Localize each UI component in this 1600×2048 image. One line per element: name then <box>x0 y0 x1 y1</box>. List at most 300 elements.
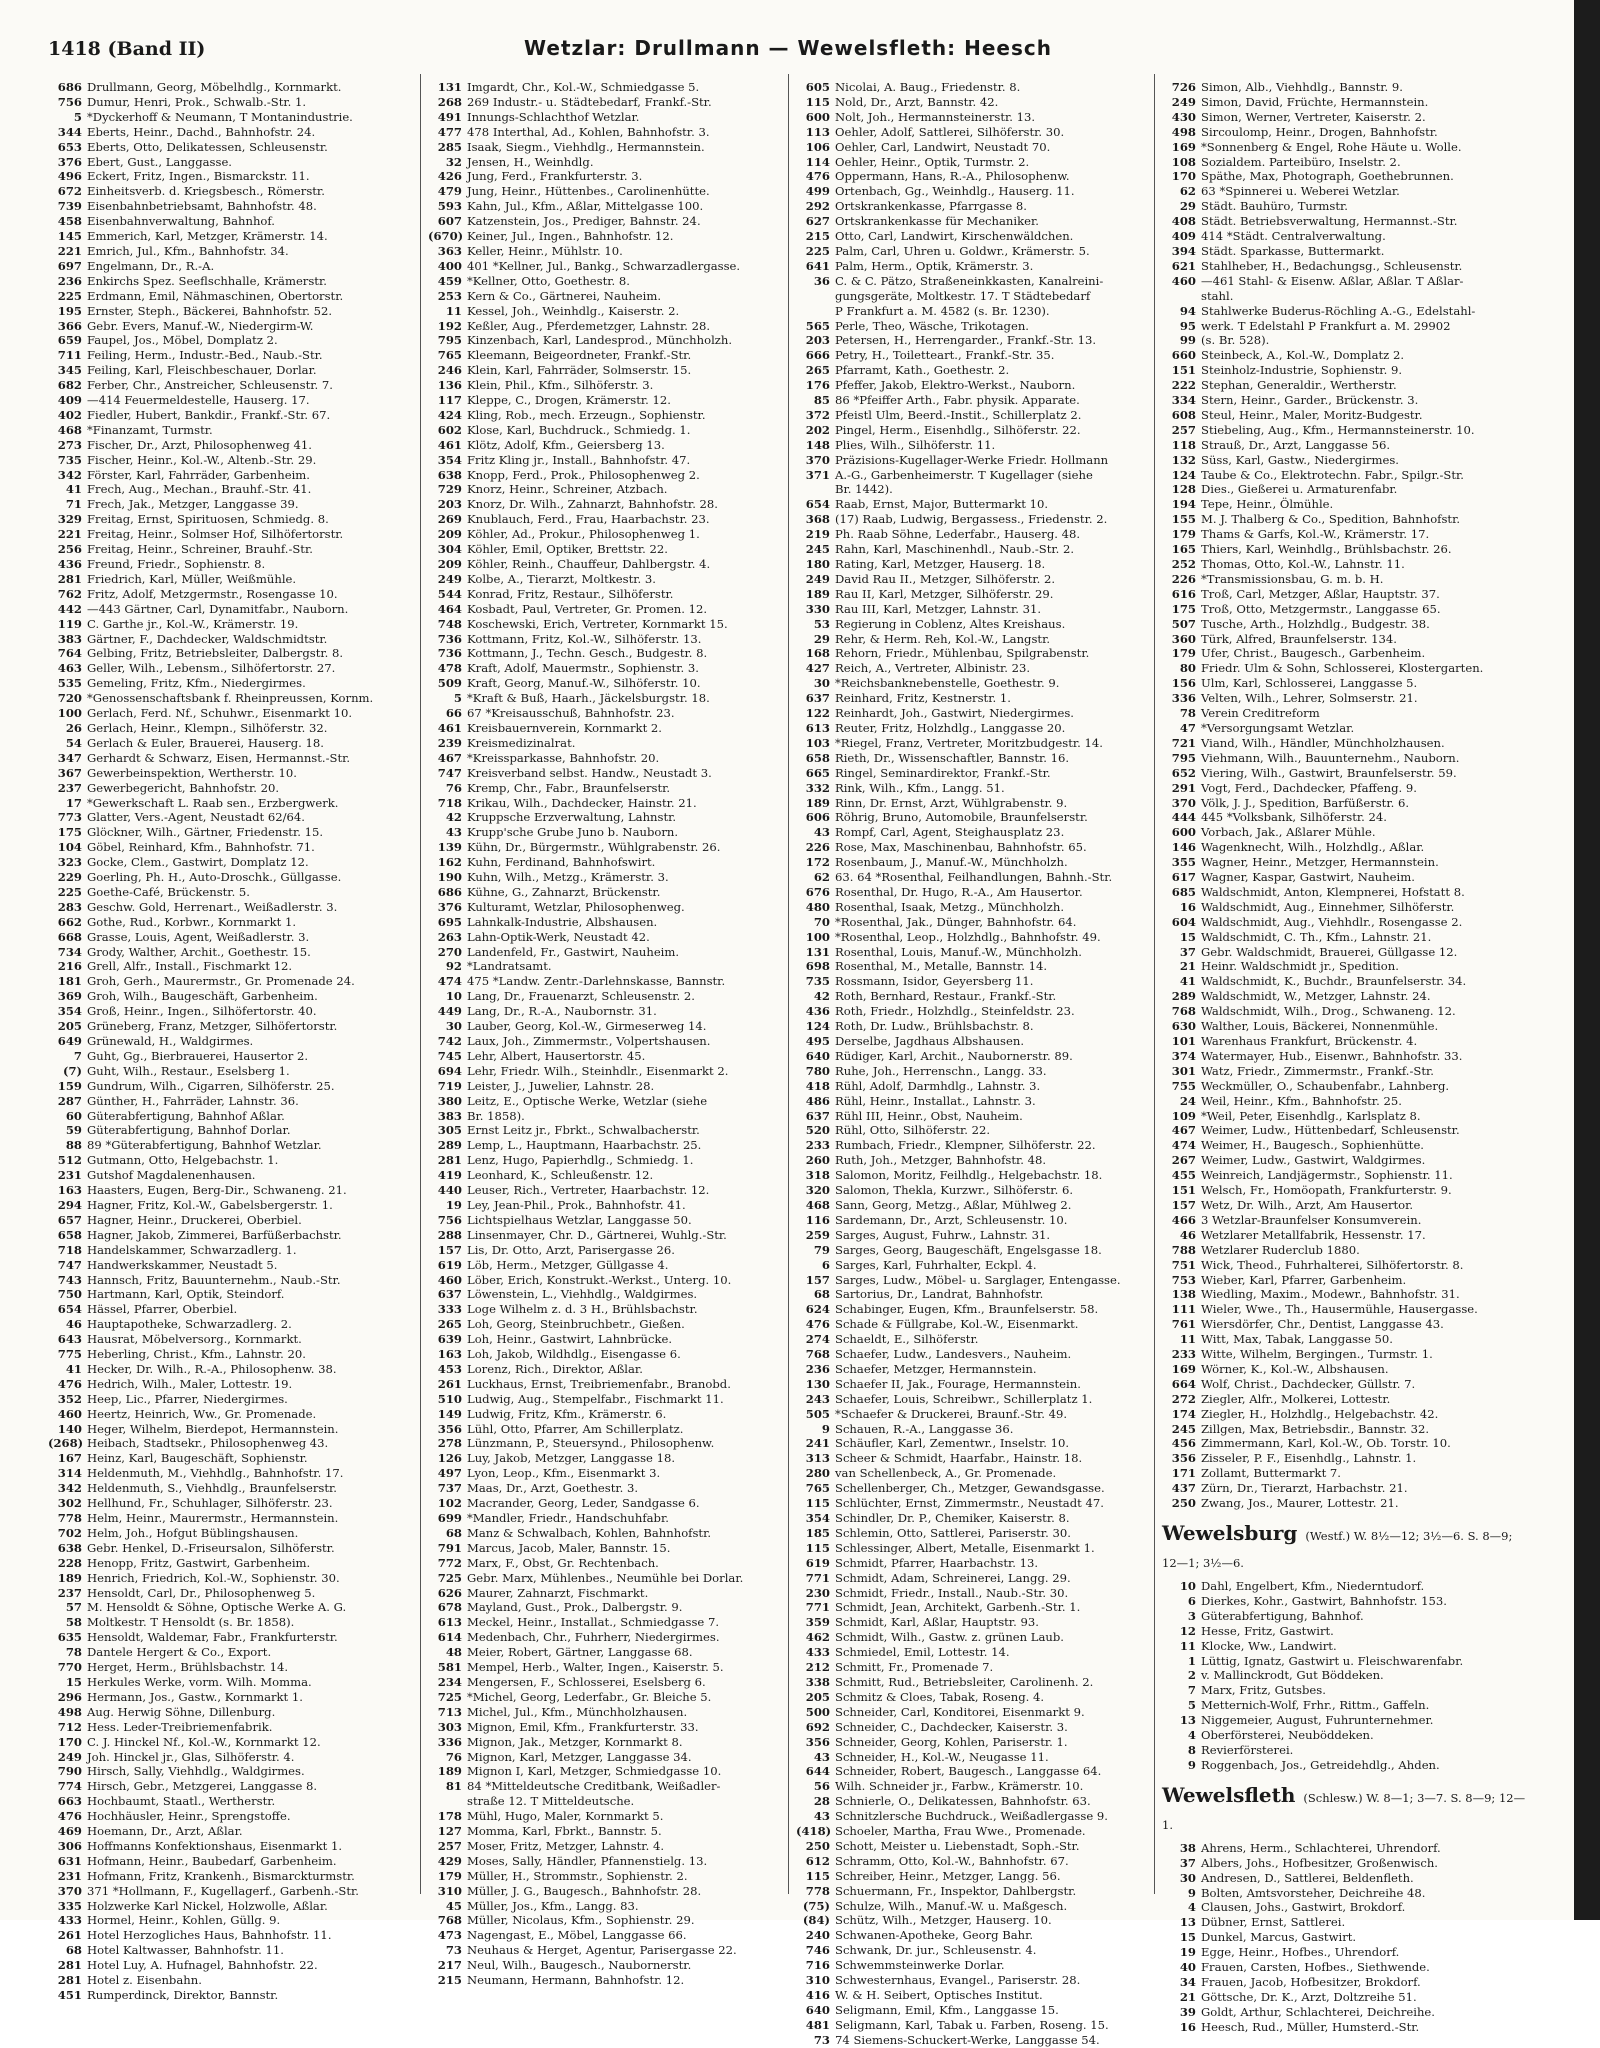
directory-entry <box>48 1034 416 1049</box>
directory-entry <box>1162 989 1530 1004</box>
scan-edge <box>1574 0 1600 1920</box>
phone-number: 565 <box>805 318 830 333</box>
entry-text: *Schaefer & Druckerei, Braunf.-Str. 49. <box>835 1406 1068 1421</box>
phone-number: 630 <box>1171 1019 1196 1034</box>
entry-text: 3 Wetzlar-Braunfelser Konsumverein. <box>1201 1212 1422 1227</box>
entry-text: (s. Br. 528). <box>1201 333 1270 348</box>
entry-text: Hartmann, Karl, Optik, Steindorf. <box>87 1287 285 1302</box>
phone-number: 665 <box>805 765 830 780</box>
phone-number: 289 <box>437 1138 462 1153</box>
phone-number: 79 <box>813 1242 830 1257</box>
entry-text: Weimer, Ludw., Gastwirt, Waldgirmes. <box>1201 1153 1426 1168</box>
phone-number: 157 <box>805 1272 830 1287</box>
phone-number: 698 <box>805 959 830 974</box>
phone-number: 9 <box>821 1421 830 1436</box>
entry-text: Rahn, Karl, Maschinenhdl., Naub.-Str. 2. <box>835 542 1075 557</box>
directory-entry <box>428 319 796 334</box>
phone-number: 768 <box>805 1347 830 1362</box>
entry-text: straße 12. T Mitteldeutsche. <box>467 1794 635 1809</box>
directory-entry <box>796 274 1164 289</box>
directory-entry <box>1162 766 1530 781</box>
directory-entry <box>48 691 416 706</box>
entry-text: Heibach, Stadtsekr., Philosophenweg 43. <box>87 1436 329 1451</box>
entry-text: Knublauch, Ferd., Frau, Haarbachstr. 23. <box>467 512 710 527</box>
phone-number: 333 <box>437 1302 462 1317</box>
entry-text: Ziegler, Alfr., Molkerei, Lottestr. <box>1201 1391 1391 1406</box>
directory-entry <box>1162 155 1530 170</box>
directory-entry <box>1162 1609 1530 1624</box>
entry-text: Frech, Jak., Metzger, Langgasse 39. <box>87 497 299 512</box>
phone-number: 101 <box>1171 1034 1196 1048</box>
phone-number: 236 <box>805 1361 830 1376</box>
directory-entry <box>428 1824 796 1839</box>
directory-entry <box>428 1615 796 1630</box>
directory-entry <box>48 1392 416 1407</box>
directory-entry <box>428 1094 796 1109</box>
directory-entry <box>1162 1332 1530 1347</box>
entry-text: Knorz, Heinr., Schreiner, Atzbach. <box>467 482 668 497</box>
phone-number: 639 <box>437 1332 462 1347</box>
directory-entry <box>796 751 1164 766</box>
entry-text: Müller, H., Strommstr., Sophienstr. 2. <box>467 1868 688 1883</box>
phone-number: 336 <box>1171 691 1196 706</box>
phone-number: 370 <box>57 1883 82 1898</box>
phone-number: 175 <box>57 825 82 840</box>
phone-number: 509 <box>437 676 462 691</box>
entry-text: Klose, Karl, Buchdruck., Schmiedg. 1. <box>467 422 691 437</box>
directory-entry <box>428 244 796 259</box>
directory-entry <box>1162 1945 1530 1960</box>
directory-entry <box>428 169 796 184</box>
entry-text: Rosenthal, Louis, Manuf.-W., Münchholzh. <box>835 944 1082 959</box>
phone-number: 756 <box>437 1212 462 1227</box>
phone-number: 159 <box>57 1078 82 1093</box>
phone-number: 259 <box>805 1227 830 1242</box>
entry-text: Kinzenbach, Karl, Landesprod., Münchholzh. <box>467 333 733 348</box>
entry-text: Stephan, Generaldir., Wertherstr. <box>1201 378 1397 393</box>
directory-entry <box>796 80 1164 95</box>
phone-number: 216 <box>57 959 82 974</box>
phone-number: 219 <box>805 527 830 542</box>
entry-text: Kottmann, Fritz, Kol.-W., Silhöferstr. 13. <box>467 631 702 646</box>
directory-entry <box>796 2003 1164 2018</box>
directory-entry <box>428 632 796 647</box>
directory-entry <box>48 1750 416 1765</box>
entry-text: Hauptapotheke, Schwarzadlerg. 2. <box>87 1317 292 1332</box>
directory-entry <box>428 1511 796 1526</box>
phone-number: 36 <box>813 273 830 288</box>
phone-number: 600 <box>1171 825 1196 840</box>
phone-number: 376 <box>437 899 462 914</box>
directory-entry <box>796 1779 1164 1794</box>
phone-number: 751 <box>1171 1257 1196 1272</box>
directory-entry <box>428 542 796 557</box>
directory-entry <box>1162 1654 1530 1669</box>
entry-text: Schmiedel, Emil, Lottestr. 14. <box>835 1645 1010 1660</box>
directory-entry <box>48 1287 416 1302</box>
phone-number: 427 <box>805 661 830 676</box>
entry-text: 74 Siemens-Schuckert-Werke, Langgasse 54. <box>835 2032 1100 2047</box>
phone-number: 252 <box>1171 557 1196 571</box>
directory-entry <box>796 736 1164 751</box>
entry-text: 269 Industr.- u. Städtebedarf, Frankf.-Str. <box>467 94 712 109</box>
entry-text: Watz, Friedr., Zimmermstr., Frankf.-Str. <box>1201 1063 1434 1078</box>
phone-number: 116 <box>805 1212 830 1227</box>
phone-number: 765 <box>805 1481 830 1496</box>
directory-entry <box>796 676 1164 691</box>
phone-number: 449 <box>437 1004 462 1019</box>
directory-entry <box>428 393 796 408</box>
entry-text: Faupel, Jos., Möbel, Domplatz 2. <box>87 333 278 348</box>
directory-entry <box>48 1317 416 1332</box>
phone-number: 461 <box>437 720 462 735</box>
phone-number: 520 <box>805 1123 830 1138</box>
phone-number: 718 <box>57 1242 82 1257</box>
entry-text: Waldschmidt, C. Th., Kfm., Lahnstr. 21. <box>1201 929 1432 944</box>
phone-number: 498 <box>57 1704 82 1719</box>
phone-number: 195 <box>57 303 82 318</box>
directory-entry <box>48 1213 416 1228</box>
entry-text: Emrich, Jul., Kfm., Bahnhofstr. 34. <box>87 243 289 258</box>
entry-text: Groß, Heinr., Ingen., Silhöfertorstr. 40. <box>87 1004 317 1019</box>
entry-text: Ludwig, Aug., Stempelfabr., Fischmarkt 11. <box>467 1391 724 1406</box>
phone-number: 433 <box>57 1913 82 1928</box>
phone-number: 467 <box>437 750 462 765</box>
phone-number: 274 <box>805 1332 830 1347</box>
phone-number: 695 <box>437 914 462 929</box>
phone-number: 444 <box>1171 810 1196 825</box>
directory-entry <box>428 1675 796 1690</box>
entry-text: Perle, Theo, Wäsche, Trikotagen. <box>835 318 1029 333</box>
entry-text: Lünzmann, P., Steuersynd., Philosophenw. <box>467 1436 715 1451</box>
entry-text: Ferber, Chr., Anstreicher, Schleusenstr. 7. <box>87 378 333 393</box>
directory-entry <box>48 661 416 676</box>
entry-text: M. J. Thalberg & Co., Spedition, Bahnhofstr. <box>1201 512 1461 527</box>
phone-number: 12 <box>1179 1623 1196 1638</box>
phone-number: 660 <box>1171 348 1196 363</box>
entry-text: Marcus, Jacob, Maler, Bannstr. 15. <box>467 1540 671 1555</box>
phone-number: 762 <box>57 586 82 601</box>
entry-text: Kessel, Joh., Weinhdlg., Kaiserstr. 2. <box>467 303 680 318</box>
phone-number: 621 <box>1171 258 1196 273</box>
phone-number: 113 <box>805 124 830 139</box>
entry-text: 63. 64 *Rosenthal, Feilhandlungen, Bahnh.-Str. <box>835 870 1113 885</box>
entry-text: Pingel, Herm., Eisenhdlg., Silhöferstr. 22. <box>835 422 1081 437</box>
directory-entry <box>796 1660 1164 1675</box>
entry-text: Hess. Leder-Treibriemenfabrik. <box>87 1719 273 1734</box>
phone-number: 535 <box>57 676 82 691</box>
phone-number: 356 <box>437 1421 462 1436</box>
entry-text: Landenfeld, Fr., Gastwirt, Nauheim. <box>467 944 680 959</box>
directory-entry <box>428 646 796 661</box>
directory-entry <box>48 646 416 661</box>
phone-number: 788 <box>1171 1242 1196 1257</box>
phone-number: 725 <box>437 1570 462 1585</box>
directory-entry <box>428 796 796 811</box>
directory-entry <box>48 1377 416 1392</box>
directory-entry <box>428 1973 796 1988</box>
directory-entry <box>428 1213 796 1228</box>
directory-entry <box>796 378 1164 393</box>
directory-entry <box>48 95 416 110</box>
entry-text: Handwerkskammer, Neustadt 5. <box>87 1257 278 1272</box>
directory-entry <box>796 930 1164 945</box>
phone-number: 330 <box>805 601 830 616</box>
phone-number: 68 <box>65 1943 82 1958</box>
phone-number: 56 <box>813 1779 830 1794</box>
directory-entry <box>1162 646 1530 661</box>
entry-text: Schlemin, Otto, Sattlerei, Pariserstr. 30. <box>835 1525 1071 1540</box>
entry-text: Gebr. Henkel, D.-Friseursalon, Silhöferstr. <box>87 1540 335 1555</box>
phone-number: 273 <box>57 437 82 452</box>
entry-text: Loh, Georg, Steinbruchbetr., Gießen. <box>467 1317 685 1332</box>
directory-entry <box>428 691 796 706</box>
phone-number: 30 <box>1179 1870 1196 1885</box>
entry-text: Br. 1442). <box>835 482 893 497</box>
phone-number: 685 <box>1171 884 1196 899</box>
directory-entry <box>48 125 416 140</box>
directory-entry <box>796 661 1164 676</box>
directory-entry <box>48 229 416 244</box>
entry-text: —461 Stahl- & Eisenw. Aßlar, Aßlar. T Aßlar- <box>1201 273 1464 288</box>
directory-entry <box>428 259 796 274</box>
phone-number: 250 <box>805 1838 830 1853</box>
directory-entry <box>428 1928 796 1943</box>
phone-number: 654 <box>805 497 830 512</box>
entry-text: 475 *Landw. Zentr.-Darlehnskasse, Bannstr. <box>467 974 726 989</box>
entry-text: 89 *Güterabfertigung, Bahnhof Wetzlar. <box>87 1138 322 1153</box>
phone-number: 222 <box>1171 378 1196 393</box>
directory-entry <box>48 1004 416 1019</box>
phone-number: 203 <box>805 333 830 348</box>
phone-number: 6 <box>821 1257 830 1272</box>
directory-entry <box>428 1943 796 1958</box>
phone-number: 491 <box>437 109 462 124</box>
phone-number: 626 <box>437 1585 462 1600</box>
entry-text: Wörner, K., Kol.-W., Albshausen. <box>1201 1361 1389 1376</box>
phone-number: 10 <box>445 989 462 1004</box>
directory-column-3 <box>796 80 1164 2048</box>
entry-text: Joh. Hinckel jr., Glas, Silhöferstr. 4. <box>87 1749 295 1764</box>
entry-text: Gerlach, Ferd. Nf., Schuhwr., Eisenmarkt 10. <box>87 706 353 721</box>
directory-entry <box>1162 214 1530 229</box>
entry-text: Kleemann, Beigeordneter, Frankf.-Str. <box>467 348 692 363</box>
entry-text: Löb, Herm., Metzger, Güllgasse 4. <box>467 1257 669 1272</box>
phone-number: 318 <box>805 1168 830 1183</box>
entry-text: Geschw. Gold, Herrenart., Weißadlerstr. 3. <box>87 899 338 914</box>
entry-text: Hedrich, Wilh., Maler, Lottestr. 19. <box>87 1376 293 1391</box>
place-heading <box>1162 1783 1530 1837</box>
phone-number: 480 <box>805 899 830 914</box>
directory-entry <box>1162 1213 1530 1228</box>
directory-entry <box>1162 781 1530 796</box>
entry-text: Aug. Herwig Söhne, Dillenburg. <box>87 1704 276 1719</box>
directory-entry <box>48 110 416 125</box>
directory-entry <box>428 1645 796 1660</box>
entry-text: Konrad, Fritz, Restaur., Silhöferstr. <box>467 586 674 601</box>
directory-entry <box>1162 1743 1530 1758</box>
entry-text: 371 *Hollmann, F., Kugellagerf., Garbenh.-Str. <box>87 1883 359 1898</box>
phone-number: 440 <box>437 1183 462 1198</box>
entry-text: Klein, Phil., Kfm., Silhöferstr. 3. <box>467 378 654 393</box>
directory-entry <box>428 572 796 587</box>
phone-number: 41 <box>65 482 82 497</box>
phone-number: 185 <box>805 1525 830 1540</box>
entry-text: Ludwig, Fritz, Kfm., Krämerstr. 6. <box>467 1406 667 1421</box>
entry-text: Wetz, Dr. Wilh., Arzt, Am Hausertor. <box>1201 1197 1414 1212</box>
phone-number: 17 <box>65 795 82 810</box>
directory-entry <box>1162 1004 1530 1019</box>
entry-text: Wagenknecht, Wilh., Holzhdlg., Aßlar. <box>1201 840 1425 855</box>
phone-number: 292 <box>805 199 830 214</box>
phone-number: 461 <box>437 437 462 452</box>
directory-entry <box>48 1615 416 1630</box>
entry-text: Eisenbahnbetriebsamt, Bahnhofstr. 48. <box>87 199 317 214</box>
directory-entry <box>1162 1273 1530 1288</box>
entry-text: Simon, Alb., Viehhdlg., Bannstr. 9. <box>1201 80 1403 94</box>
phone-number: 750 <box>57 1287 82 1302</box>
entry-text: Müller, Nicolaus, Kfm., Sophienstr. 29. <box>467 1913 695 1928</box>
entry-text: Steul, Heinr., Maler, Moritz-Budgestr. <box>1201 407 1423 422</box>
entry-text: Rosenthal, M., Metalle, Bannstr. 14. <box>835 959 1048 974</box>
phone-number: 16 <box>1179 899 1196 914</box>
entry-text: Oehler, Carl, Landwirt, Neustadt 70. <box>835 139 1051 154</box>
entry-text: Kühne, G., Zahnarzt, Brückenstr. <box>467 884 661 899</box>
directory-entry <box>796 766 1164 781</box>
phone-number: 13 <box>1179 1713 1196 1728</box>
phone-number: 795 <box>1171 750 1196 765</box>
entry-text: Schlüchter, Ernst, Zimmermstr., Neustadt 47. <box>835 1496 1104 1511</box>
entry-text: *Rosenthal, Leop., Holzhdlg., Bahnhofstr. 49. <box>835 929 1101 944</box>
entry-text: Handelskammer, Schwarzadlerg. 1. <box>87 1242 297 1257</box>
phone-number: 94 <box>1179 303 1196 318</box>
phone-number: 30 <box>445 1019 462 1034</box>
directory-entry <box>428 1109 796 1124</box>
phone-number: 780 <box>805 1063 830 1078</box>
directory-entry <box>1162 95 1530 110</box>
phone-number: 16 <box>1179 2019 1196 2034</box>
directory-entry <box>1162 1138 1530 1153</box>
directory-entry <box>428 229 796 244</box>
directory-entry <box>48 1511 416 1526</box>
directory-entry <box>48 378 416 393</box>
directory-entry <box>48 527 416 542</box>
directory-entry <box>1162 1436 1530 1451</box>
directory-entry <box>48 572 416 587</box>
phone-number: 179 <box>1171 527 1196 542</box>
phone-number: 637 <box>805 691 830 706</box>
phone-number: 795 <box>437 333 462 348</box>
directory-entry <box>48 1600 416 1615</box>
phone-number: 46 <box>1179 1227 1196 1242</box>
entry-text: *Rosenthal, Jak., Dünger, Bahnhofstr. 64. <box>835 914 1077 929</box>
directory-entry <box>796 1586 1164 1601</box>
phone-number: 737 <box>437 1481 462 1496</box>
entry-text: Leister, J., Juwelier, Lahnstr. 28. <box>467 1078 655 1093</box>
entry-text: Zwang, Jos., Maurer, Lottestr. 21. <box>1201 1496 1399 1511</box>
entry-text: P Frankfurt a. M. 4582 (s. Br. 1230). <box>835 303 1050 318</box>
directory-entry <box>48 259 416 274</box>
directory-entry <box>1162 304 1530 319</box>
directory-entry <box>428 661 796 676</box>
phone-number: 46 <box>65 1317 82 1332</box>
directory-entry <box>1162 363 1530 378</box>
directory-entry <box>48 438 416 453</box>
directory-entry <box>796 1884 1164 1899</box>
entry-text: Wagner, Heinr., Metzger, Hermannstein. <box>1201 855 1439 870</box>
entry-text: Kraft, Adolf, Mauermstr., Sophienstr. 3. <box>467 661 699 676</box>
directory-entry <box>796 1824 1164 1839</box>
phone-number: 249 <box>437 571 462 586</box>
directory-entry <box>796 1899 1164 1914</box>
entry-text: Palm, Herm., Optik, Krämerstr. 3. <box>835 258 1034 273</box>
directory-entry <box>1162 1228 1530 1243</box>
directory-entry <box>48 423 416 438</box>
phone-number: 217 <box>437 1958 462 1973</box>
entry-text: Hellhund, Fr., Schuhlager, Silhöferstr. 23. <box>87 1496 333 1511</box>
directory-entry <box>428 214 796 229</box>
phone-number: 402 <box>57 407 82 422</box>
phone-number: 613 <box>805 720 830 735</box>
entry-text: Vorbach, Jak., Aßlarer Mühle. <box>1201 825 1376 840</box>
phone-number: 172 <box>805 855 830 870</box>
entry-text: Stern, Heinr., Garder., Brückenstr. 3. <box>1201 393 1419 408</box>
phone-number: 755 <box>1171 1078 1196 1093</box>
directory-entry <box>796 855 1164 870</box>
entry-text: Vogt, Ferd., Dachdecker, Pfaffeng. 9. <box>1201 780 1417 795</box>
directory-entry <box>1162 319 1530 334</box>
directory-entry <box>428 930 796 945</box>
directory-entry <box>428 140 796 155</box>
directory-entry <box>48 1958 416 1973</box>
entry-text: Kremp, Chr., Fabr., Braunfelserstr. <box>467 780 671 795</box>
entry-text: Weckmüller, O., Schaubenfabr., Lahnberg. <box>1201 1078 1450 1093</box>
phone-number: 460 <box>1171 273 1196 288</box>
phone-number: 329 <box>57 512 82 527</box>
entry-text: Schramm, Otto, Kol.-W., Bahnhofstr. 67. <box>835 1853 1069 1868</box>
entry-text: Wiersdörfer, Chr., Dentist, Langgasse 43. <box>1201 1317 1444 1332</box>
phone-number: 29 <box>813 631 830 646</box>
entry-text: Mayland, Gust., Prok., Dalbergstr. 9. <box>467 1600 683 1615</box>
phone-number: 53 <box>813 616 830 631</box>
directory-entry <box>1162 2005 1530 2020</box>
directory-entry <box>796 959 1164 974</box>
phone-number: 5 <box>73 109 82 124</box>
entry-text: Tusche, Arth., Holzhdlg., Budgestr. 38. <box>1201 616 1430 631</box>
directory-entry <box>796 259 1164 274</box>
phone-number: 473 <box>437 1928 462 1943</box>
entry-text: Gerhardt & Schwarz, Eisen, Hermannst.-Str. <box>87 750 351 765</box>
entry-text: Weimer, H., Baugesch., Sophienhütte. <box>1201 1138 1424 1153</box>
directory-entry <box>1162 796 1530 811</box>
entry-text: Rosenthal, Dr. Hugo, R.-A., Am Hausertor. <box>835 884 1083 899</box>
entry-text: Waldschmidt, Aug., Einnehmer, Silhöferstr. <box>1201 899 1455 914</box>
entry-text: Strauß, Dr., Arzt, Langgasse 56. <box>1201 437 1391 452</box>
phone-number: 505 <box>805 1406 830 1421</box>
phone-number: 712 <box>57 1719 82 1734</box>
entry-text: *Finanzamt, Turmstr. <box>87 422 213 437</box>
entry-text: Schnitzlersche Buchdruck., Weißadlergasse 9. <box>835 1809 1108 1824</box>
phone-number: 257 <box>1171 422 1196 437</box>
entry-text: Roth, Dr. Ludw., Brühlsbachstr. 8. <box>835 1019 1034 1034</box>
phone-number: 743 <box>57 1272 82 1287</box>
directory-entry <box>796 1943 1164 1958</box>
directory-entry <box>796 1436 1164 1451</box>
phone-number: 281 <box>437 1153 462 1168</box>
phone-number: 215 <box>805 229 830 244</box>
entry-text: Ahrens, Herm., Schlachterei, Uhrendorf. <box>1201 1840 1441 1855</box>
directory-entry <box>796 1675 1164 1690</box>
